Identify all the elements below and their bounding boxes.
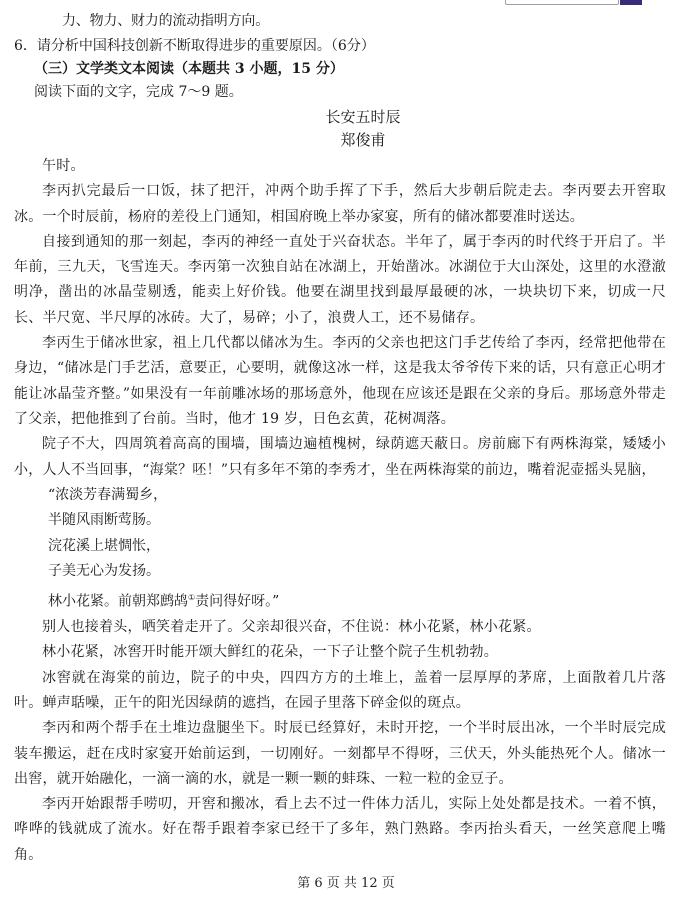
story-paragraph: 李丙和两个帮手在土堆边盘腿坐下。时辰已经算好，未时开挖，一个半时辰出冰，一个半时辰完成装车搬运，赶在戌时家宴开始前运到，一切刚好。一刻都早不得呀，三伏天，外头能热死个人。储冰一出窖，就开始融化，一滴一滴的水，就是一颗一颗的蚌珠、一粒一粒的金豆子。 xyxy=(14,720,666,787)
poem-line: “浓淡芳春满蜀乡， xyxy=(48,486,168,503)
page-footer: 第 6 页 共 12 页 xyxy=(297,876,395,891)
story-paragraph: 自接到通知的那一刻起，李丙的神经一直处于兴奋状态。半年了，属于李丙的时代终于开启了。半年前，三九天，飞雪连天。李丙第一次独自站在冰湖上，开始凿冰。冰湖位于大山深处，这里的水澄澈明净，凿出的冰晶莹剔透，能卖上好价钱。他要在湖里找到最厚最硬的冰，一块块切下来，切成一尺长、半尺宽、半尺厚的冰砖。大了，易碎；小了，浪费人工，还不易储存。 xyxy=(14,233,666,326)
story-title: 长安五时辰 xyxy=(325,108,401,126)
carryover-text: 力、物力、财力的流动指明方向。 xyxy=(62,13,269,29)
top-corner-frame xyxy=(505,0,619,5)
poem-line-end: 责问得好呀。” xyxy=(195,593,280,610)
document-page xyxy=(14,10,666,868)
story-paragraph: 冰窖就在海棠的前边，院子的中央，四四方方的土堆上，盖着一层厚厚的茅席，上面散着几片落叶。蝉声聒噪，正午的阳光因绿荫的遮挡，在园子里落下碎金似的斑点。 xyxy=(14,669,666,711)
reading-instruction: 阅读下面的文字，完成 7～9 题。 xyxy=(34,84,243,100)
poem-line: 浣花溪上堪惆怅， xyxy=(48,537,160,554)
poem-line: 半随风雨断莺肠。 xyxy=(48,512,160,529)
story-paragraph: 午时。 xyxy=(42,158,85,174)
poem-block xyxy=(14,483,666,615)
story-paragraph: 李丙开始跟帮手唠叨，开窖和搬冰，看上去不过一件体力活儿，实际上处处都是技术。一着不慎，哗哗的钱就成了流水。好在帮手跟着李家已经干了多年，熟门熟路。李丙抬头看天，一丝笑意爬上嘴角。 xyxy=(14,796,666,863)
story-paragraph: 李丙扒完最后一口饭，抹了把汗，冲两个助手挥了下手，然后大步朝后院走去。李丙要去开窖取冰。一个时辰前，杨府的差役上门通知，相国府晚上举办家宴，所有的储冰都要准时送达。 xyxy=(14,183,666,225)
story-paragraph: 院子不大，四周筑着高高的围墙，围墙边遍植槐树，绿荫遮天蔽日。房前廊下有两株海棠，矮矮小小，人人不当回事，“海棠？呸！”只有多年不第的李秀才，坐在两株海棠的前边，嘴着泥壶摇头晃脑， xyxy=(14,436,666,478)
story-body xyxy=(14,154,666,868)
poem-line-with-footnote xyxy=(14,585,666,615)
section-heading: （三）文学类文本阅读（本题共 3 小题，15 分） xyxy=(34,61,344,77)
story-paragraph: 李丙生于储冰世家，祖上几代都以储冰为生。李丙的父亲也把这门手艺传给了李丙，经常把他带在身边，“储冰是门手艺活，意要正，心要明，就像这冰一样，这是我太爷爷传下来的话，只有意正心明才能让冰晶莹齐整。”如果没有一年前雕冰场的那场意外，他现在应该还是跟在父亲的身后。那场意外带走了父亲，把他推到了台前。当时，他才 19 岁，日色玄黄，花树凋落。 xyxy=(14,335,666,427)
question-6: 6．请分析中国科技创新不断取得进步的重要原因。（6分） xyxy=(14,38,375,54)
story-paragraph: 别人也接着头，哂笑着走开了。父亲却很兴奋，不住说：林小花紧，林小花紧。 xyxy=(42,619,541,636)
poem-line: 林小花紧。前朝郑鹧鸪 xyxy=(48,593,188,610)
footnote-marker: ① xyxy=(188,592,196,602)
poem-line: 子美无心为发扬。 xyxy=(48,563,160,580)
top-corner-tab xyxy=(620,0,642,5)
story-paragraph: 林小花紧，冰窖开时能开颂大鲜红的花朵，一下子让整个院子生机勃勃。 xyxy=(42,644,498,661)
story-author: 郑俊甫 xyxy=(340,131,386,149)
